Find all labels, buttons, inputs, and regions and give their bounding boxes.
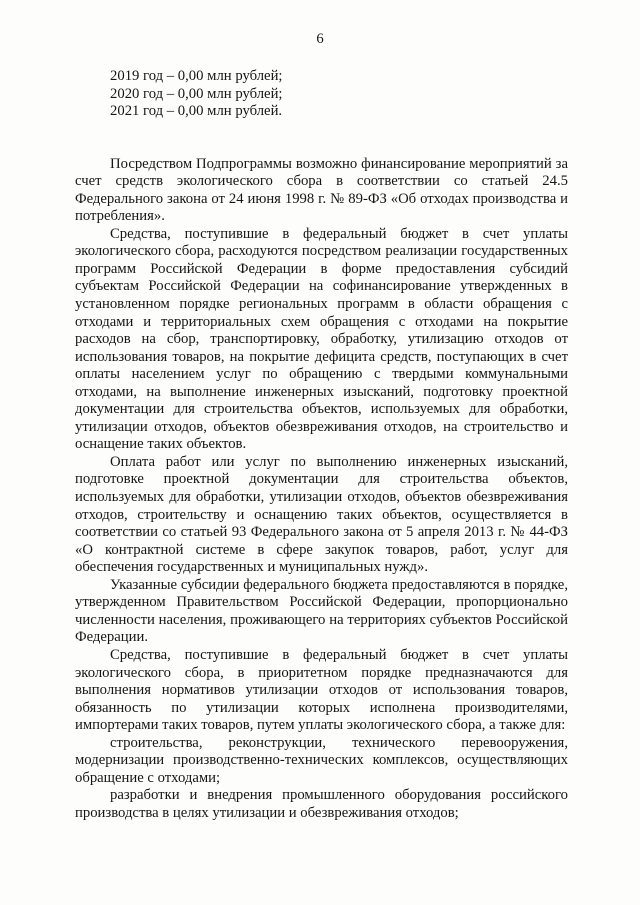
paragraph-priority-purposes: Средства, поступившие в федеральный бюджет в счет уплаты экологического сбора, в приоритетном порядке предназначаются для выполнения нормативов утилизации отходов от использования товаров, обязанность по утилизации которых исполнена производителями, импортерами таких товаров, путем уплаты экологического сбора, а также для: [75,646,568,734]
funding-years-list [110,68,568,121]
paragraph-payment-works: Оплата работ или услуг по выполнению инженерных изысканий, подготовке проектной документации для строительства объектов, используемых для обработки, утилизации отходов, объектов обезвреживания отходов, строительству и оснащению таких объектов, осуществляется в соответствии со статьей 93 Федерального закона от 5 апреля 2013 г. № 44-ФЗ «О контрактной системе в сфере закупок товаров, работ, услуг для обеспечения государственных и муниципальных нужд». [75,453,568,576]
paragraph-subsidies-procedure: Указанные субсидии федерального бюджета предоставляются в порядке, утвержденном Правительством Российской Федерации, пропорционально численности населения, проживающего на территориях субъектов Российской Федерации. [75,576,568,646]
funding-year-2021: 2021 год – 0,00 млн рублей. [110,103,283,120]
funding-year-2019: 2019 год – 0,00 млн рублей; [110,68,283,84]
paragraph-subprogram-funding: Посредством Подпрограммы возможно финансирование мероприятий за счет средств экологического сбора в соответствии со статьей 24.5 Федерального закона от 24 июня 1998 г. № 89-ФЗ «Об отходах производства и потребления». [75,155,568,225]
paragraph-federal-budget-funds: Средства, поступившие в федеральный бюджет в счет уплаты экологического сбора, расходуются посредством реализации государственных программ Российской Федерации в форме предоставления субсидий субъектам Российской Федерации на софинансирование утвержденных в установленном порядке региональных программ в области обращения с отходами и территориальных схем обращения с отходами на покрытие расходов на сбор, транспортировку, обработку, утилизацию отходов от использования товаров, на покрытие дефицита средств, поступающих в счет оплаты населением услуг по обращению с твердыми коммунальными отходами, на выполнение инженерных изысканий, подготовку проектной документации для строительства объектов, используемых для обработки, утилизации отходов, объектов обезвреживания отходов, на строительство и оснащение таких объектов. [75,225,568,453]
page-number: 6 [316,31,324,47]
list-item-equipment-development: разработки и внедрения промышленного оборудования российского производства в целях утилизации и обезвреживания отходов; [75,787,568,821]
paragraph-gap [75,121,568,156]
list-item-construction: строительства, реконструкции, технического перевооружения, модернизации производственно-технических комплексов, осуществляющих обращение с отходами; [75,734,568,786]
document-body [75,68,568,822]
funding-year-2020: 2020 год – 0,00 млн рублей; [110,85,283,102]
